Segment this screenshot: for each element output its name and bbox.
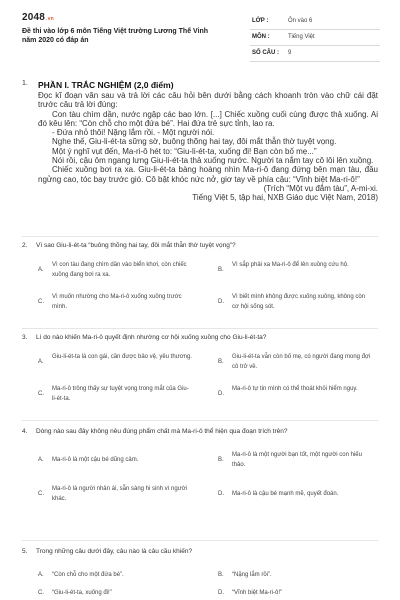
passage-paragraph: Con tàu chìm dần, nước ngập các bao lớn. [...] Chiếc xuồng cuối cùng được thả xuống. Ai đó kêu lên: “Còn chỗ cho một đứa bé”. Hai đứa trẻ sực tỉnh, lao ra. (38, 109, 378, 128)
meta-row-count: SỐ CÂU : 9 (250, 46, 380, 62)
document-page: 2048.vn Đề thi vào lớp 6 môn Tiếng Việt trường Lương Thế Vinh năm 2020 có đáp án LỚP : Ôn vào 6 MÔN : Tiếng Việt SỐ CÂU : 9 1. PHẦN I. TRẮC NGHIỆM (2,0 điểm) Đọc kĩ đoạn văn sau và trả lời các câu hỏi bên dưới bằng cách khoanh tròn vào chữ cái đặt trước câu trả lời đúng: Con tàu chìm dần, nước ngập các bao lớn. [...] Chiếc xuồng cuối cùng được thả xuống. Ai đó kêu lên: “Còn chỗ cho một đứa bé”. Hai đứa trẻ sực tỉnh, lao ra. - Đứa nhỏ thôi! Nặng lắm rồi. - Một người nói. Nghe thế, Giu-li-ét-ta sững sờ, buông thõng hai tay, đôi mắt thẫn thờ tuyệt vọng. Một ý nghĩ vụt đến, Ma-ri-ô hét to: “Giu-li-ét-ta, xuống đi! Bạn còn bố mẹ...” Nói rồi, cậu ôm ngang lưng Giu-li-ét-ta thả xuống nước. Người ta nắm tay cô lôi lên xuồng. Chiếc xuồng bơi ra xa. Giu-li-ét-ta bàng hoàng nhìn Ma-ri-ô đang đứng bên mạn tàu, đầu ngửng cao, tóc bay trước gió. Cô bật khóc nức nở, giơ tay về phía cậu: “Vĩnh biệt Ma-ri-ô!” (Trích “Một vụ đắm tàu”, A-mi-xi. Tiếng Việt 5, tập hai, NXB Giáo dục Việt Nam, 2018) 2. Vì sao Giu-li-ét-ta “buông thõng hai tay, đôi mắt thẫn thờ tuyệt vọng”? A. Vì con tàu đang chìm dần vào biển khơi, còn chiếc xuồng đang bơi ra xa. B. Vì sắp phải xa Ma-ri-ô để lên xuồng cứu hộ. C. Vì muốn nhường cho Ma-ri-ô xuống xuồng trước mình. D. Vì biết mình không được xuống xuồng, không còn cơ hội sống sót. 3. Lí do nào khiến Ma-ri-ô quyết định nhường cơ hội xuống xuồng cho Giu-li-ét-ta? A. Giu-li-ét-ta là con gái, cần được bảo vệ, yêu thương. B. Giu-li-ét-ta vẫn còn bố mẹ, có người đang mong đợi cô trở về. C. Ma-ri-ô trông thấy sự tuyệt vọng trong mắt của Giu-li-ét-ta. D. Ma-ri-ô tự tin mình có thể thoát khỏi hiểm nguy. 4. Dòng nào sau đây không nêu đúng phẩm chất mà Ma-ri-ô thể hiện qua đoạn trích trên? A. Ma-ri-ô là một cậu bé dũng cảm. B. Ma-ri-ô là một người bạn tốt, một người con hiếu thảo. C. Ma-ri-ô là người nhân ái, sẵn sàng hi sinh vì người khác. D. Ma-ri-ô là cậu bé mạnh mẽ, quyết đoán. 5. Trong những câu dưới đây, câu nào là câu cầu khiến? A. “Còn chỗ cho một đứa bé”. B. “Nặng lắm rồi”. C. “Giu-li-ét-ta, xuống đi!” D. “Vĩnh biệt Ma-ri-ô!” (0, 0, 400, 600)
worksheet-header (0, 0, 400, 62)
passage-paragraph: - Đứa nhỏ thôi! Nặng lắm rồi. - Một người nói. (52, 128, 215, 138)
question-stem: 4. Dòng nào sau đây không nêu đúng phẩm chất mà Ma-ri-ô thể hiện qua đoạn trích trên? (22, 428, 288, 435)
meta-row-grade: LỚP : Ôn vào 6 (250, 14, 380, 30)
question-stem: 3. Lí do nào khiến Ma-ri-ô quyết định nhường cơ hội xuống xuồng cho Giu-li-ét-ta? (22, 334, 267, 341)
reading-passage (38, 91, 378, 203)
passage-paragraph: Nói rồi, cậu ôm ngang lưng Giu-li-ét-ta thả xuống nước. Người ta nắm tay cô lôi lên xuồng. (52, 156, 374, 166)
divider (22, 420, 378, 421)
passage-paragraph: Một ý nghĩ vụt đến, Ma-ri-ô hét to: “Giu-li-ét-ta, xuống đi! Bạn còn bố mẹ...” (52, 146, 317, 156)
part-title: PHẦN I. TRẮC NGHIỆM (2,0 điểm) (38, 80, 174, 90)
divider (22, 236, 378, 237)
passage-paragraph: Chiếc xuồng bơi ra xa. Giu-li-ét-ta bàng hoàng nhìn Ma-ri-ô đang đứng bên mạn tàu, đầu ngửng cao, tóc bay trước gió. Cô bật khóc nức nở, giơ tay về phía cậu: “Vĩnh biệt Ma-ri-ô!” (38, 165, 378, 184)
passage-paragraph: Nghe thế, Giu-li-ét-ta sững sờ, buông thõng hai tay, đôi mắt thẫn thờ tuyệt vọng. (52, 137, 337, 147)
question-stem: 5. Trong những câu dưới đây, câu nào là câu cầu khiến? (22, 548, 193, 555)
site-logo[interactable]: 2048.vn (22, 12, 54, 23)
passage-source: Tiếng Việt 5, tập hai, NXB Giáo dục Việt Nam, 2018) (192, 193, 378, 203)
question-stem: 2. Vì sao Giu-li-ét-ta “buông thõng hai tay, đôi mắt thẫn thờ tuyệt vọng”? (22, 242, 236, 249)
meta-row-subject: MÔN : Tiếng Việt (250, 30, 380, 46)
divider (22, 328, 378, 329)
document-title: Đề thi vào lớp 6 môn Tiếng Việt trường Lương Thế Vinh năm 2020 có đáp án (22, 28, 209, 44)
passage-source: (Trích “Một vụ đắm tàu”, A-mi-xi. (263, 183, 378, 193)
divider (22, 540, 378, 541)
question-number: 1. (22, 80, 28, 87)
instructions: Đọc kĩ đoạn văn sau và trả lời các câu hỏi bên dưới bằng cách khoanh tròn vào chữ cái đặt trước câu trả lời đúng: (38, 91, 378, 110)
meta-info (250, 14, 380, 62)
